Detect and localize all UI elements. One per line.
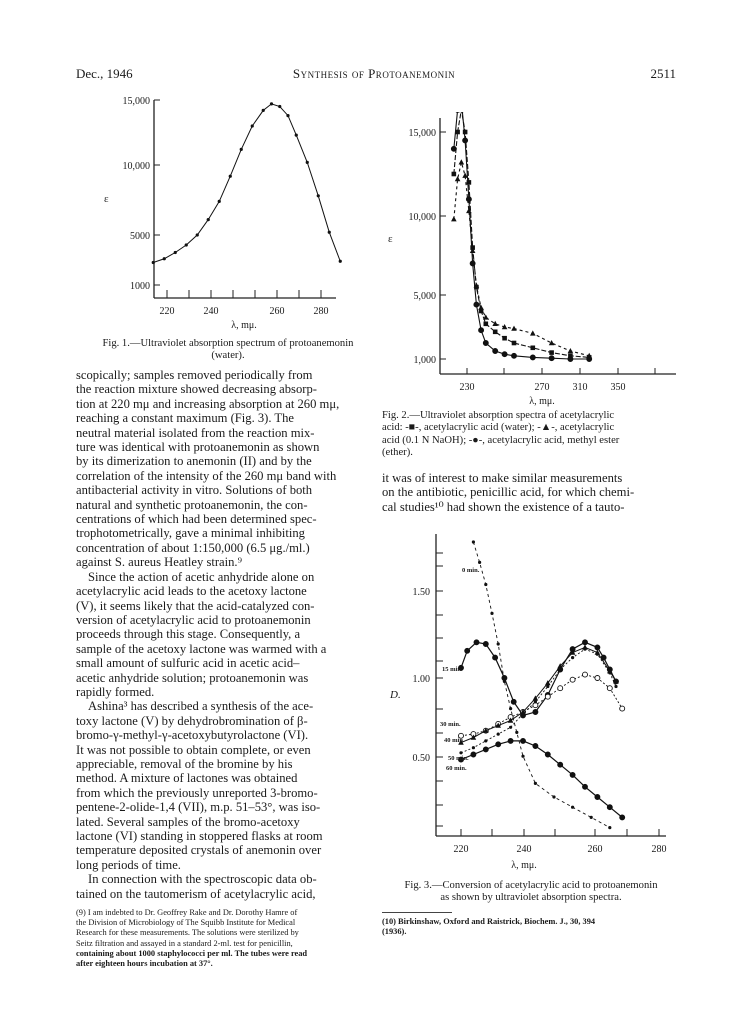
text-line: centrations of which had been determined spec-	[76, 512, 317, 527]
fig3-series-point	[493, 655, 498, 660]
text-line: version of acetylacrylic acid to protoanemonin	[76, 612, 311, 627]
fig1-xtick: 260	[269, 306, 285, 317]
fig2-plot-area	[451, 112, 592, 362]
fig2-ytick: 1,000	[413, 355, 436, 366]
fig1-series-point	[306, 161, 309, 164]
fig3-series-line	[461, 649, 616, 753]
fig1-series-point	[339, 260, 342, 263]
fig2-series-point	[549, 356, 554, 361]
fig3-series-point	[583, 784, 588, 789]
footnote-line: Research for these measurements. The solutions were sterilized by	[76, 928, 299, 938]
fig2-series-point	[512, 353, 517, 358]
fig2-series-point	[484, 322, 489, 327]
text-line: Ashina³ has described a synthesis of the ace-	[88, 699, 314, 714]
text-line: neutral material isolated from the reaction mix-	[76, 425, 315, 440]
fig2-series-point	[463, 138, 468, 143]
footnote-line: (10) Birkinshaw, Oxford and Raistrick, Biochem. J., 30, 394	[382, 917, 596, 926]
fig3-xtick: 280	[651, 844, 667, 855]
fig3-series-point	[474, 640, 479, 645]
fig3-series-label: 60 min.	[446, 765, 467, 772]
fig3-series-point	[521, 738, 526, 743]
fig1-series-point	[240, 148, 243, 151]
fig3-series-point	[496, 742, 501, 747]
fig3-caption-line: as shown by ultraviolet absorption spectra.	[440, 892, 622, 904]
fig3-xtick: 240	[516, 844, 532, 855]
fig2-series-point	[463, 130, 468, 135]
fig3-ytick: 0.50	[412, 753, 430, 764]
fig1-series-point	[163, 257, 166, 260]
fig3-ylabel: D.	[390, 689, 401, 701]
fig3-xtick: 220	[453, 844, 469, 855]
fig2-series-point	[568, 357, 573, 362]
fig3-series-point	[502, 676, 507, 681]
figure-1-chart	[100, 92, 360, 332]
fig3-series-point	[533, 710, 538, 715]
text-line: sample of the acetoxy lactone was warmed with a	[76, 641, 327, 656]
fig2-series-point	[452, 172, 457, 177]
fig1-xtick: 280	[313, 306, 329, 317]
fig2-ytick: 15,000	[408, 128, 436, 139]
fig3-series-point	[484, 583, 487, 586]
fig1-series-point	[262, 109, 265, 112]
fig2-series-point	[459, 159, 465, 164]
fig1-caption-line: Fig. 1.—Ultraviolet absorption spectrum of protoanemonin	[102, 338, 354, 349]
fig2-series-point	[483, 341, 488, 346]
fig2-series-point	[479, 328, 484, 333]
fig3-series-point	[515, 731, 518, 734]
fig2-ylabel: ε	[388, 233, 393, 245]
fig1-series-point	[251, 124, 254, 127]
text-line: on the antibiotic, penicillic acid, for which chemi-	[382, 485, 635, 500]
fig1-series-point	[278, 105, 281, 108]
fig2-series-point	[530, 355, 535, 360]
figure-2-chart	[380, 112, 686, 408]
fig3-series-point	[497, 642, 500, 645]
text-line: bromo-γ-methyl-γ-acetoxybutyrolactone (VI).	[76, 728, 309, 743]
text-line: trophotometrically, gave a minimal inhibiting	[76, 526, 305, 541]
fig3-series-point	[508, 738, 513, 743]
text-line: antibacterial activity in vitro. Solutions of both	[76, 483, 313, 498]
running-header-title: Synthesis of Protoanemonin	[292, 66, 456, 81]
fig1-caption-line: (water).	[211, 350, 245, 362]
fig3-series-point	[608, 671, 611, 674]
text-line: toxy lactone (V) by dehydrobromination of β-	[76, 713, 308, 728]
fig1-series-line	[153, 104, 340, 263]
footnote-line: containing about 1000 staphylococci per ml. The tubes were read	[76, 948, 308, 958]
fig2-series-point	[492, 321, 498, 326]
fig3-series-point	[583, 648, 586, 651]
text-line: natural and synthetic protoanemonin, the con-	[76, 497, 308, 512]
fig3-axes	[436, 534, 666, 836]
fig3-series-line	[461, 642, 616, 715]
fig3-series-point	[511, 699, 516, 704]
fig3-series-point	[465, 648, 470, 653]
fig2-xtick: 230	[459, 382, 475, 393]
text-line: reaching a constant maximum (Fig. 3). The	[76, 411, 295, 426]
fig3-series-point	[521, 755, 524, 758]
fig2-series-point	[530, 330, 536, 335]
text-line: rapidly formed.	[76, 684, 155, 699]
footnote-line: Seitz filtration and assayed in a standard 2-ml. test for penicillin,	[76, 938, 293, 948]
fig2-xtick: 270	[534, 382, 550, 393]
fig2-series-point	[451, 216, 457, 221]
fig3-series-point	[595, 795, 600, 800]
text-line: Since the action of acetic anhydride alone on	[88, 569, 315, 584]
text-line: cal studies¹⁰ had shown the existence of a tauto-	[382, 499, 625, 514]
fig3-series-point	[570, 772, 575, 777]
fig3-series-point	[478, 561, 481, 564]
fig3-series-point	[545, 694, 550, 699]
fig3-series-point	[483, 642, 488, 647]
text-line: (V), it seems likely that the acid-catalyzed con-	[76, 598, 315, 613]
fig2-caption-line: Fig. 2.—Ultraviolet absorption spectra of acetylacrylic	[382, 410, 615, 421]
fig3-series-point	[472, 540, 475, 543]
fig3-series-point	[607, 805, 612, 810]
text-line: it was of interest to make similar measurements	[382, 471, 623, 485]
fig3-series-point	[483, 747, 488, 752]
fig2-series-line	[454, 112, 589, 359]
fig1-xtick: 220	[159, 306, 175, 317]
text-line: acetic anhydride solution; protoanemonin was	[76, 670, 309, 685]
figure-3-caption	[380, 880, 682, 905]
fig3-series-point	[558, 762, 563, 767]
running-header-date: Dec., 1946	[76, 66, 133, 81]
fig2-caption-line: (ether).	[382, 447, 413, 459]
fig3-series-point	[607, 686, 612, 691]
text-line: acetylacrylic acid leads to the acetoxy lactone	[76, 584, 307, 599]
text-line: from which the previously unreported 3-bromo-	[76, 785, 318, 800]
fig2-series-point	[511, 326, 517, 331]
text-line: against S. aureus Heatley strain.⁹	[76, 555, 242, 570]
fig3-series-point	[608, 826, 611, 829]
fig3-plot-area	[458, 540, 625, 829]
fig2-series-line	[454, 112, 589, 357]
fig1-ytick: 15,000	[122, 96, 150, 107]
fig2-series-point	[531, 346, 536, 351]
text-line: long periods of time.	[76, 857, 181, 872]
figure-3-chart	[384, 530, 684, 884]
fig2-series-point	[502, 352, 507, 357]
footnote-line: the Division of Microbiology of The Squibb Institute for Medical	[76, 918, 296, 928]
figure-2-caption	[382, 410, 678, 460]
fig2-series-point	[512, 341, 517, 346]
text-line: In connection with the spectroscopic data ob-	[88, 872, 317, 887]
text-line: tion at 220 mμ and increasing absorption at 260 mμ,	[76, 396, 340, 411]
footnote-line: (1936).	[382, 927, 407, 937]
fig1-series-point	[229, 175, 232, 178]
fig3-series-line	[461, 675, 622, 736]
fig1-series-point	[286, 114, 289, 117]
text-line: method. A mixture of lactones was obtained	[76, 771, 298, 786]
fig1-series-point	[218, 200, 221, 203]
fig2-series-point	[502, 336, 507, 341]
fig2-series-point	[451, 146, 456, 151]
fig3-series-point	[590, 816, 593, 819]
fig2-series-point	[568, 348, 574, 353]
text-line: lactone (VI) standing in stoppered flasks at room	[76, 829, 323, 843]
fig3-series-point	[546, 685, 549, 688]
text-line: temperature deposited crystals of anemonin over	[76, 843, 322, 858]
fig2-series-point	[466, 197, 471, 202]
fig3-series-point	[545, 752, 550, 757]
text-line: appreciable, removal of the bromine by his	[76, 756, 293, 771]
fig1-series-point	[207, 218, 210, 221]
fig1-plot-area	[152, 102, 342, 264]
fig3-ytick: 1.50	[412, 587, 430, 598]
fig3-series-point	[571, 656, 574, 659]
text-line: concentration of about 1:150,000 (6.5 μg./ml.)	[76, 540, 310, 555]
text-line: tained on the tautomerism of acetylacrylic acid,	[76, 886, 316, 901]
text-line: the reaction mixture showed decreasing absorp-	[76, 382, 317, 397]
fig3-series-label: 15 min.	[442, 666, 463, 673]
fig3-series-point	[459, 751, 462, 754]
text-line: small amount of sulfuric acid in acetic acid–	[76, 656, 300, 671]
fig3-series-point	[620, 815, 625, 820]
fig2-series-point	[587, 357, 592, 362]
footnote-left	[76, 908, 368, 969]
fig3-series-point	[570, 677, 575, 682]
fig3-series-point	[583, 672, 588, 677]
footnote-line: after eighteen hours incubation at 37°.	[76, 959, 213, 969]
fig2-caption-line: acid: -■-, acetylacrylic acid (water); -▲-, acetylacrylic	[382, 422, 615, 434]
fig3-series-label: 0 min.	[462, 567, 480, 574]
fig1-series-point	[270, 102, 273, 105]
fig3-xtick: 260	[587, 844, 603, 855]
fig3-xlabel: λ, mμ.	[511, 860, 537, 871]
fig3-series-point	[471, 752, 476, 757]
fig3-ytick: 1.00	[412, 674, 430, 685]
fig1-ytick: 10,000	[122, 161, 150, 172]
fig2-series-point	[470, 261, 475, 266]
fig1-series-point	[185, 243, 188, 246]
fig3-series-label: 40 min.	[444, 737, 465, 744]
fig3-series-point	[552, 795, 555, 798]
fig3-series-point	[558, 686, 563, 691]
fig3-caption-line: Fig. 3.—Conversion of acetylacrylic acid to protoanemonin	[404, 880, 658, 891]
fig1-axes	[154, 100, 336, 298]
fig2-series-point	[455, 176, 461, 181]
fig1-series-point	[174, 251, 177, 254]
fig2-ytick: 10,000	[408, 212, 436, 223]
fig1-xtick: 240	[203, 306, 219, 317]
fig3-series-point	[472, 746, 475, 749]
fig3-series-point	[490, 612, 493, 615]
fig3-series-point	[521, 712, 524, 715]
fig1-xlabel: λ, mμ.	[231, 320, 257, 331]
fig3-series-label: 30 min.	[440, 721, 461, 728]
fig3-series-point	[509, 707, 512, 710]
fig2-xtick: 310	[572, 382, 588, 393]
fig2-ytick: 5,000	[413, 291, 436, 302]
fig1-series-point	[295, 134, 298, 137]
text-line: scopically; samples removed periodically from	[76, 368, 313, 382]
fig3-series-point	[534, 782, 537, 785]
fig1-series-point	[317, 194, 320, 197]
body-text-left	[76, 368, 368, 901]
footnote-rule	[382, 912, 452, 913]
fig3-series-point	[534, 700, 537, 703]
fig3-series-line	[461, 741, 622, 818]
fig3-series-point	[571, 806, 574, 809]
body-text-right	[382, 471, 678, 514]
fig3-series-point	[595, 676, 600, 681]
fig3-series-point	[497, 733, 500, 736]
text-line: by its dimerization to anemonin (II) and by the	[76, 454, 312, 469]
fig3-series-point	[559, 668, 562, 671]
fig1-ytick: 1000	[130, 281, 150, 292]
fig3-series-label: 50 min.	[448, 755, 469, 762]
fig3-series-point	[595, 645, 600, 650]
fig2-series-point	[549, 350, 554, 355]
footnote-right	[382, 917, 678, 937]
text-line: It was not possible to obtain complete, or even	[76, 742, 311, 757]
fig3-series-point	[614, 685, 617, 688]
fig1-ytick: 5000	[130, 231, 150, 242]
text-line: lated. Several samples of the bromo-acetoxy	[76, 814, 300, 829]
fig3-series-point	[533, 744, 538, 749]
fig2-axes	[440, 118, 676, 374]
figure-1-caption	[88, 338, 368, 363]
fig3-series-point	[620, 706, 625, 711]
page-number: 2511	[650, 66, 676, 81]
fig2-caption-line: acid (0.1 N NaOH); -●-, acetylacrylic acid, methyl ester	[382, 434, 620, 446]
fig3-series-line	[473, 542, 609, 828]
fig2-xlabel: λ, mμ.	[529, 396, 555, 407]
text-line: proceeds through this stage. Consequently, a	[76, 627, 301, 642]
fig1-ylabel: ε	[104, 193, 109, 205]
fig2-series-point	[493, 349, 498, 354]
fig3-series-point	[509, 726, 512, 729]
footnote-line: (9) I am indebted to Dr. Geoffrey Rake and Dr. Dorothy Hamre of	[76, 908, 298, 917]
fig3-series-point	[596, 653, 599, 656]
text-line: correlation of the intensity of the 260 mμ band with	[76, 468, 337, 483]
fig2-series-point	[474, 302, 479, 307]
fig1-series-point	[328, 231, 331, 234]
text-line: pentene-2-olide-1,4 (VII), m.p. 51–53°, was iso-	[76, 800, 321, 815]
fig3-series-point	[583, 640, 588, 645]
fig2-xtick: 350	[610, 382, 626, 393]
fig2-series-point	[493, 330, 498, 335]
fig1-series-point	[196, 233, 199, 236]
text-line: ture was identical with protoanemonin as shown	[76, 440, 320, 455]
fig1-series-point	[152, 261, 155, 264]
fig3-series-point	[484, 739, 487, 742]
